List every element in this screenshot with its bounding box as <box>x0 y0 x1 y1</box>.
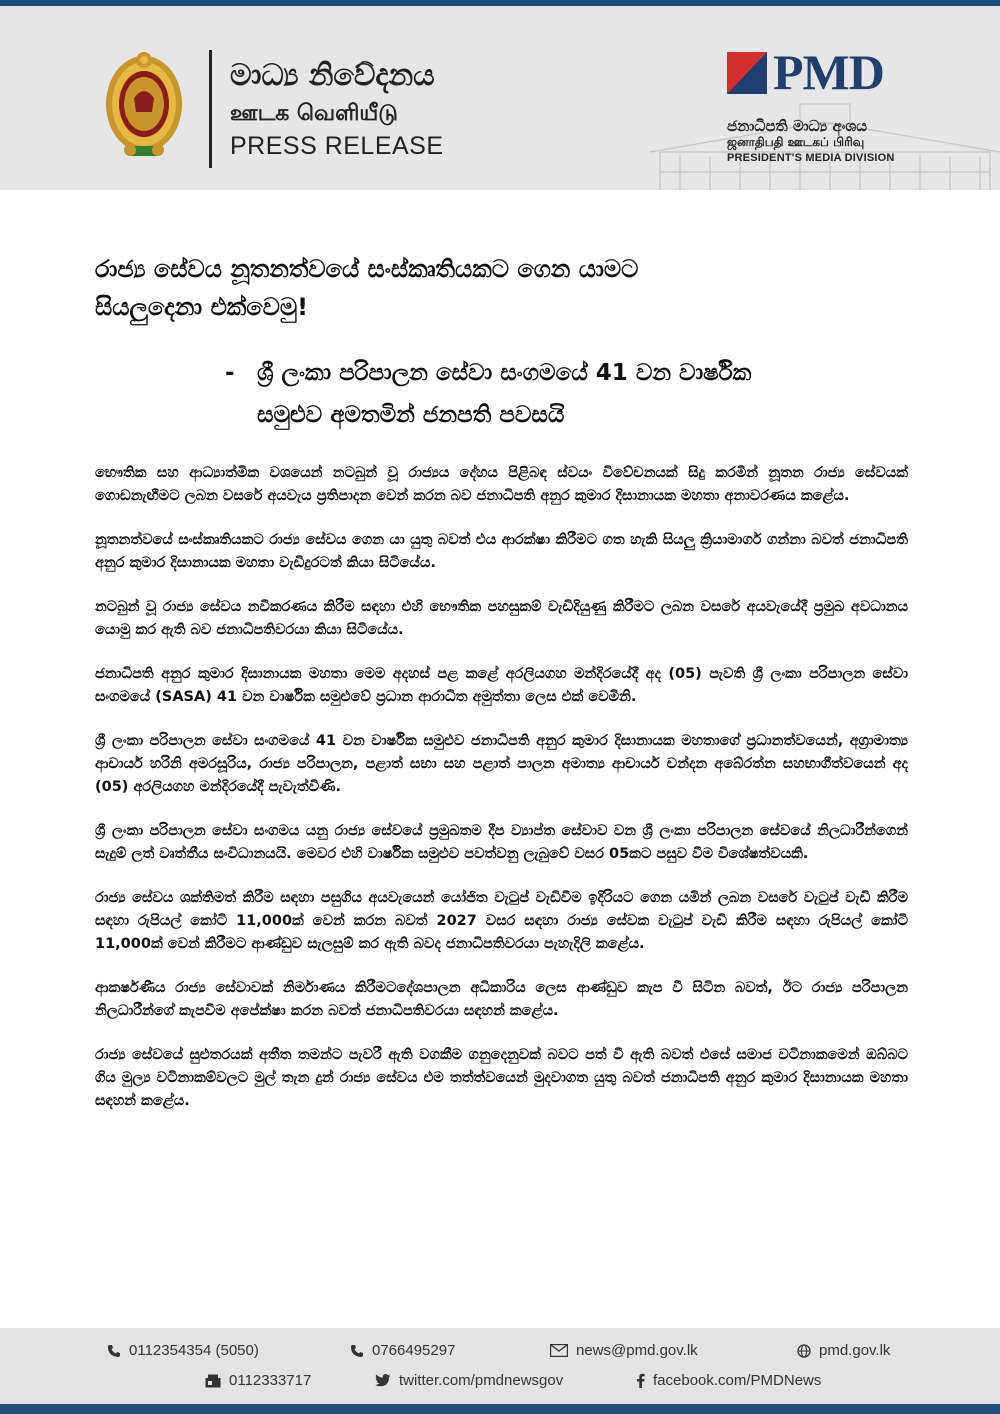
header-divider <box>209 50 212 168</box>
subheadline-line-2: සමුළුව අමතමින් ජනපති පවසයි <box>257 402 565 428</box>
contact-footer <box>0 1328 1000 1414</box>
twitter-icon <box>375 1374 391 1387</box>
subheadline-line-1: ශ්‍රී ලංකා පරිපාලන සේවා සංගමයේ 41 වන වාර්ෂික <box>257 360 752 386</box>
body-paragraph: ආකර්ෂණීය රාජ්‍ය සේවාවක් නිර්මාණය කිරීමටදේශපාලන අධිකාරිය ලෙස ආණ්ඩුව කැප වී සිටින බවත්, ඊට රාජ්‍ය පරිපාලන නිලධාරීන්ගේ කැපවීම අපේක්ෂා කරන බවත් ජනාධිපතිවරයා සඳහන් කළේය. <box>95 980 908 1019</box>
subheadline-dash: - <box>225 360 235 386</box>
website-url: pmd.gov.lk <box>819 1342 891 1359</box>
website-contact[interactable] <box>797 1342 890 1359</box>
fax-contact[interactable] <box>205 1372 311 1389</box>
title-tamil: ஊடக வெளியீடு <box>230 101 398 126</box>
division-sinhala: ජනාධිපති මාධ්‍ය අංශය <box>727 117 868 135</box>
body-paragraph: ජනාධිපති අනුර කුමාර දිසානායක මහතා මෙම අදහස් පළ කළේ අරලියගහ මන්දිරයේදී අද (05) පැවති ශ්‍රී ලංකා පරිපාලන සේවා සංගමයේ (SASA) 41 වන වාර්ෂික සමුළුවේ ප්‍රධාන ආරාධිත අමුත්තා ලෙස එක් වෙමිනි. <box>95 666 908 705</box>
email-address: news@pmd.gov.lk <box>576 1342 698 1359</box>
headline-line-1: රාජ්‍ය සේවය නූතනත්වයේ සංස්කෘතියකට ගෙන යාමට <box>95 255 639 283</box>
body-paragraph: ශ්‍රී ලංකා පරිපාලන සේවා සංගමයේ 41 වන වාර්ෂික සමුළුව ජනාධිපති අනුර කුමාර දිසානායක මහතාගේ ප්‍රධානත්වයෙන්, අග්‍රාමාත්‍ය ආචාර්ය හරිනි අමරසූරිය, රාජ්‍ය පරිපාලන, පළාත් සභා සහ පළාත් පාලන අමාත්‍ය ආචාර්ය චන්දන අබේරත්න සහභාගීත්වයෙන් අද (05) අරලියගහ මන්දිරයේදී පැවැත්විණි. <box>95 733 908 795</box>
envelope-icon <box>550 1344 568 1357</box>
phone-contact[interactable] <box>107 1342 259 1359</box>
phone-number-mobile: 0766495297 <box>372 1342 456 1359</box>
body-paragraph: රාජ්‍ය සේවයේ සුළුතරයක් අතීත තමන්ට පැවරී ඇති වගකීම ගනුදෙනුවක් බවට පත් වී ඇති බවත් එසේ සමාජ වටිනාකමෙන් ඔබ්බට ගිය මුල්‍ය වටිනාකම්වලට මුල් තැන දුන් රාජ්‍ය සේවය එම තත්ත්වයෙන් මුදවාගත යුතු බවත් ජනාධිපති අනුර කුමාර දිසානායක මහතා සඳහන් කළේය. <box>95 1047 908 1109</box>
bottom-accent-bar <box>0 1404 1000 1414</box>
press-release-title-block <box>230 58 444 162</box>
phone-icon <box>107 1344 121 1358</box>
headline <box>95 250 915 326</box>
fax-icon <box>205 1374 221 1388</box>
facebook-icon <box>636 1373 645 1388</box>
sri-lanka-emblem-icon <box>104 46 184 166</box>
division-tamil: ஜனாதிபதி ஊடகப் பிரிவு <box>727 135 865 149</box>
pmd-division-name <box>727 118 895 166</box>
facebook-page: facebook.com/PMDNews <box>653 1372 822 1389</box>
title-english: PRESS RELEASE <box>230 132 444 160</box>
globe-icon <box>797 1344 811 1358</box>
body-paragraph: ශ්‍රී ලංකා පරිපාලන සේවා සංගමය යනු රාජ්‍ය සේවයේ ප්‍රමුඛතම දීප ව්‍යාප්ත සේවාව වන ශ්‍රී ලංකා පරිපාලන සේවයේ නිලධාරීන්ගෙන් සැදුම් ලත් වෘත්තීය සංවිධානයයි. මෙවර එහි වාර්ෂික සමුළුව පවත්වනු ලැබුවේ වසර 05කට පසුව වීම විශේෂත්වයකි. <box>95 823 908 862</box>
fax-number: 0112333717 <box>229 1372 312 1389</box>
email-contact[interactable] <box>550 1342 698 1359</box>
article-body <box>95 462 908 1134</box>
twitter-handle: twitter.com/pmdnewsgov <box>399 1372 564 1389</box>
press-release-header <box>0 6 1000 190</box>
phone-number-main: 0112354354 (5050) <box>129 1342 259 1359</box>
pmd-logo-text: PMD <box>773 44 884 100</box>
title-sinhala: මාධ්‍ය නිවේදනය <box>230 58 435 93</box>
facebook-contact[interactable] <box>636 1372 821 1389</box>
division-english: PRESIDENT'S MEDIA DIVISION <box>727 152 895 164</box>
mobile-contact[interactable] <box>350 1342 455 1359</box>
twitter-contact[interactable] <box>375 1372 563 1389</box>
body-paragraph: නටබුන් වූ රාජ්‍ය සේවය නවීකරණය කිරීම සඳහා එහි භෞතික පහසුකම් වැඩිදියුණු කිරීමට ලබන වසරේ අයවැයේදී ප්‍රමුඛ අවධානය යොමු කර ඇති බව ජනාධිපතිවරයා කියා සිටියේය. <box>95 599 908 638</box>
body-paragraph: භෞතික සහ ආධ්‍යාත්මික වශයෙන් නටබුන් වූ රාජ්‍යය දේහය පිළිබඳ ස්වයං විවේචනයක් සිදු කරමින් නූතන රාජ්‍ය සේවයක් ගොඩනැඟීමට ලබන වසරේ අයවැය ප්‍රතිපාදන වෙන් කරන බව ජනාධිපති අනුර කුමාර දිසානායක මහතා අනාවරණය කළේය. <box>95 465 908 504</box>
subheadline <box>225 352 915 436</box>
headline-line-2: සියලුදෙනා එක්වෙමු! <box>95 293 309 321</box>
pmd-logo-mark-icon <box>727 52 767 94</box>
body-paragraph: නූතනත්වයේ සංස්කෘතියකට රාජ්‍ය සේවය ගෙන යා යුතු බවත් එය ආරක්ෂා කිරීමට ගත හැකි සියලු ක්‍රියාමාර්ග ගන්නා බවත් ජනාධිපති අනුර කුමාර දිසානායක මහතා වැඩිදුරටත් කියා සිටියේය. <box>95 532 908 571</box>
phone-icon <box>350 1344 364 1358</box>
body-paragraph: රාජ්‍ය සේවය ශක්තිමත් කිරීම සඳහා පසුගිය අයවැයෙන් යෝජිත වැටුප් වැඩිවීම ඉදිරියට ගෙන යමින් ලබන වසරේ වැටුප් වැඩි කිරීම සඳහා රුපියල් කෝටි 11,000ක් වෙන් කරන බවත් 2027 වසර සඳහා රාජ්‍ය සේවක වැටුප් වැඩි කිරීම සඳහා රුපියල් කෝටි 11,000ක් වෙන් කිරීමට ආණ්ඩුව සැලසුම් කර ඇති බවද ජනාධිපතිවරයා පැහැදිලි කළේය. <box>95 890 908 952</box>
